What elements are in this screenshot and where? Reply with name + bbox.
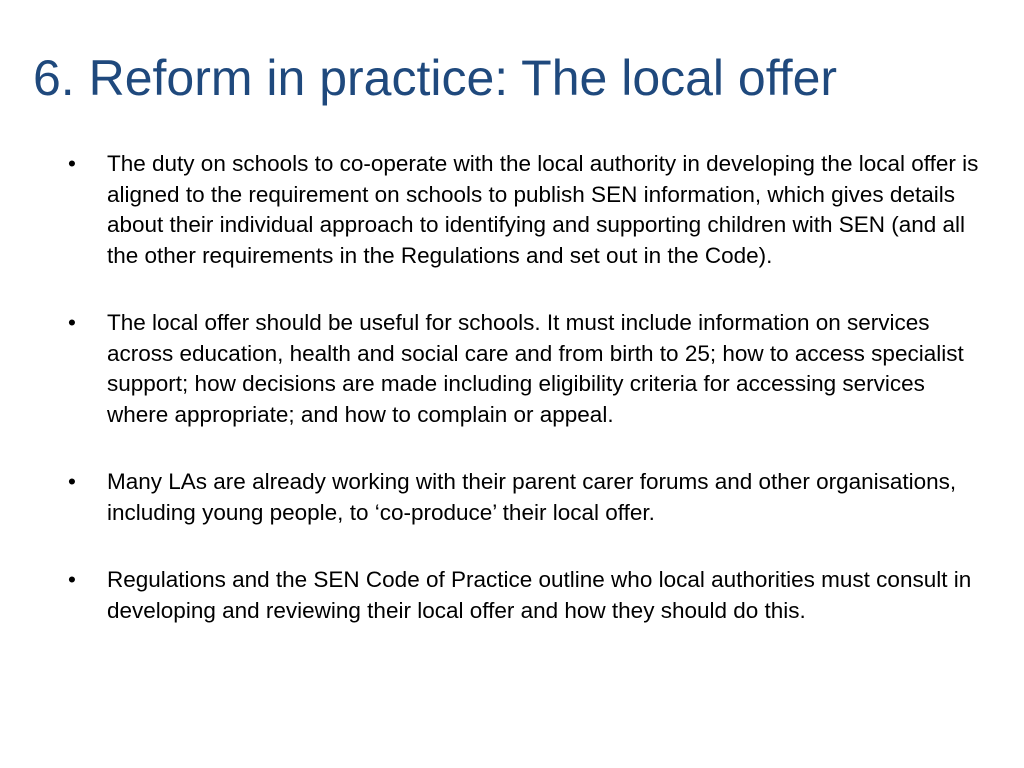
bullet-text: Many LAs are already working with their parent carer forums and other organisations, including young people, to ‘co-produce’ their local offer. [107,469,957,525]
bullet-text: The duty on schools to co-operate with the local authority in developing the local offer is aligned to the requirement on schools to publish SEN information, which gives details about their individual approach to identifying and supporting children with SEN (and all the other requirements in the Regulations and set out in the Code). [107,151,979,268]
bullet-list [0,149,1024,663]
bullet-item-regulations [0,565,1024,626]
bullet-dot-icon: • [68,310,76,335]
slide-title: 6. Reform in practice: The local offer [33,50,838,106]
bullet-dot-icon: • [68,567,76,592]
bullet-text: Regulations and the SEN Code of Practice outline who local authorities must consult in developing and reviewing their local offer and how they should do this. [107,567,972,623]
bullet-item-duty-on-schools [0,149,1024,271]
bullet-dot-icon: • [68,469,76,494]
bullet-text: The local offer should be useful for schools. It must include information on services across education, health and social care and from birth to 25; how to access specialist support; how decisions are made including eligibility criteria for accessing services where appropriate; and how to complain or appeal. [107,310,964,427]
bullet-item-co-produce [0,467,1024,528]
bullet-item-useful-for-schools [0,308,1024,430]
bullet-dot-icon: • [68,151,76,176]
